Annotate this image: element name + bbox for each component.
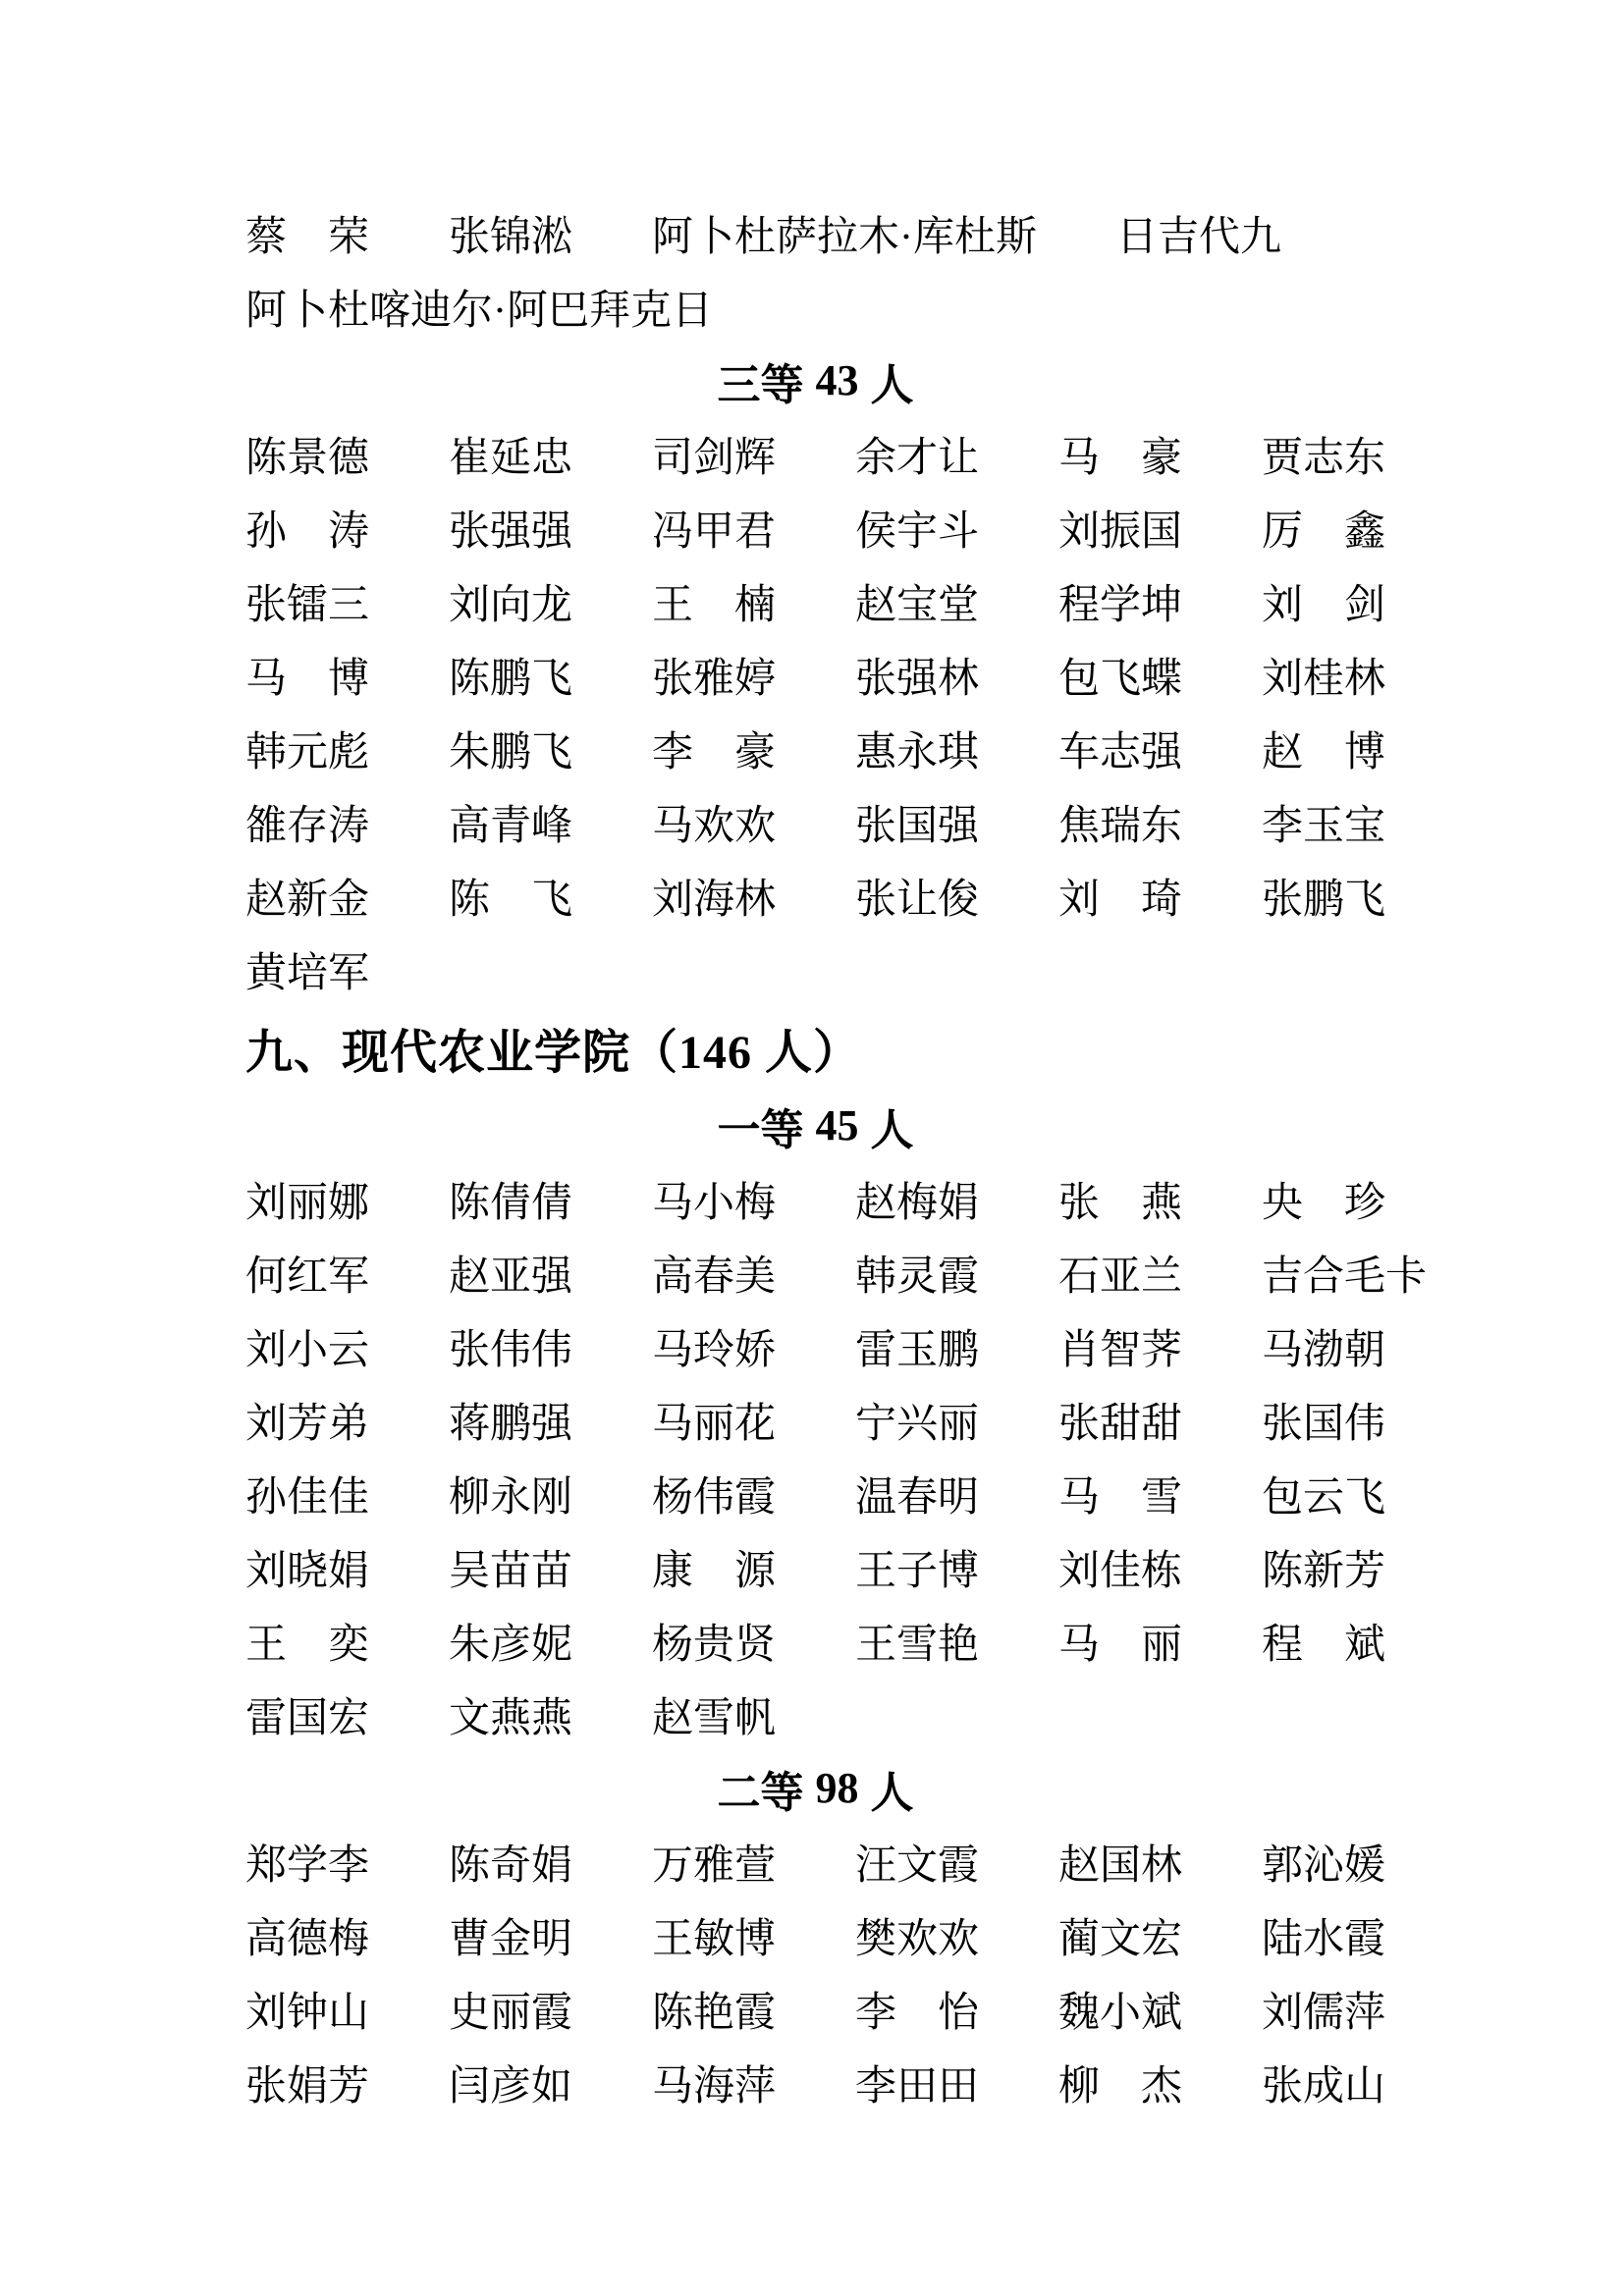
name-cell: 宁兴丽 <box>855 1401 980 1447</box>
name-cell: 杨贵贤 <box>652 1622 777 1668</box>
name-cell <box>652 1538 776 1597</box>
tier-label: 三等 <box>717 360 804 409</box>
name-char: 蔡 <box>245 214 288 260</box>
name-cell <box>245 204 369 263</box>
name-cell: 孙佳佳 <box>245 1474 370 1521</box>
name-row <box>245 859 1385 933</box>
name-row <box>245 933 1385 1006</box>
name-char: 王 <box>245 1622 288 1668</box>
name-cell: 李玉宝 <box>1262 803 1386 849</box>
name-cell: 石亚兰 <box>1058 1254 1183 1300</box>
name-char: 马 <box>1058 1622 1101 1668</box>
name-cell: 陈鹏飞 <box>449 656 573 702</box>
name-cell: 侯宇斗 <box>855 508 980 555</box>
name-cell: 陈奇娟 <box>449 1842 573 1889</box>
name-row <box>245 1309 1385 1383</box>
name-cell <box>1262 720 1385 778</box>
name-cell: 闫彦如 <box>449 2063 573 2109</box>
name-cell: 刘小云 <box>245 1327 370 1373</box>
name-cell: 黄培军 <box>245 950 370 996</box>
tier-unit: 人 <box>870 360 914 409</box>
name-char: 厉 <box>1262 508 1304 555</box>
name-cell: 张鹏飞 <box>1262 877 1386 923</box>
name-char: 程 <box>1262 1622 1304 1668</box>
name-cell: 王雪艳 <box>855 1622 980 1668</box>
name-cell: 张成山 <box>1262 2063 1386 2109</box>
name-cell: 刘儒萍 <box>1262 1990 1386 2036</box>
name-cell: 王子博 <box>855 1548 980 1594</box>
tier-count: 98 <box>815 1764 859 1812</box>
name-char: 飞 <box>530 877 572 923</box>
name-row <box>245 1530 1385 1604</box>
name-cell: 吉合毛卡 <box>1262 1254 1428 1300</box>
name-cell: 马小梅 <box>652 1180 777 1226</box>
name-cell: 崔延忠 <box>449 435 573 481</box>
name-cell: 张让俊 <box>855 877 980 923</box>
name-char: 赵 <box>1262 729 1304 775</box>
name-char: 楠 <box>733 582 776 628</box>
name-cell: 马玲娇 <box>652 1327 777 1373</box>
name-row <box>245 1972 1385 2046</box>
name-row <box>245 1383 1385 1457</box>
name-cell: 陈景德 <box>245 435 370 481</box>
tier-unit: 人 <box>870 1768 914 1817</box>
name-cell: 雷国宏 <box>245 1695 370 1741</box>
name-row <box>245 638 1385 712</box>
name-cell: 高青峰 <box>449 803 573 849</box>
name-cell: 刘振国 <box>1058 508 1183 555</box>
name-cell: 马海萍 <box>652 2063 777 2109</box>
name-cell: 郭沁媛 <box>1262 1842 1386 1889</box>
name-cell: 文燕燕 <box>449 1695 573 1741</box>
name-cell: 张伟伟 <box>449 1327 573 1373</box>
name-cell <box>1262 1170 1385 1229</box>
name-char: 鑫 <box>1343 508 1385 555</box>
name-cell: 史丽霞 <box>449 1990 573 2036</box>
name-cell: 李田田 <box>855 2063 980 2109</box>
name-char: 燕 <box>1140 1180 1182 1226</box>
name-cell: 张强林 <box>855 656 980 702</box>
name-cell: 刘向龙 <box>449 582 573 628</box>
name-row <box>245 1236 1428 1309</box>
name-cell: 杨伟霞 <box>652 1474 777 1521</box>
name-cell: 陈艳霞 <box>652 1990 777 2036</box>
name-cell: 雒存涛 <box>245 803 370 849</box>
name-row <box>245 2046 1385 2119</box>
name-cell: 马欢欢 <box>652 803 777 849</box>
name-cell <box>449 867 572 926</box>
name-char: 雪 <box>1140 1474 1182 1521</box>
name-cell <box>1058 867 1182 926</box>
name-cell: 赵新金 <box>245 877 370 923</box>
name-cell: 曹金明 <box>449 1916 573 1962</box>
name-cell: 陈新芳 <box>1262 1548 1386 1594</box>
name-cell: 吴苗苗 <box>449 1548 573 1594</box>
name-char: 涛 <box>327 508 369 555</box>
name-cell: 郑学李 <box>245 1842 370 1889</box>
name-cell: 张镭三 <box>245 582 370 628</box>
name-char: 陈 <box>449 877 491 923</box>
name-cell: 温春明 <box>855 1474 980 1521</box>
tier-unit: 人 <box>870 1105 914 1154</box>
name-cell: 阿卜杜萨拉木·库杜斯 <box>652 214 1037 260</box>
name-char: 刘 <box>1262 582 1304 628</box>
name-row <box>245 196 1385 270</box>
name-cell: 张国伟 <box>1262 1401 1386 1447</box>
name-cell: 张强强 <box>449 508 573 555</box>
name-cell: 雷玉鹏 <box>855 1327 980 1373</box>
name-cell: 贾志东 <box>1262 435 1386 481</box>
name-char: 珍 <box>1343 1180 1385 1226</box>
name-cell: 韩元彪 <box>245 729 370 775</box>
tier-label: 二等 <box>717 1768 804 1817</box>
tier-heading <box>245 344 1385 417</box>
name-char: 荣 <box>327 214 369 260</box>
name-cell: 刘晓娟 <box>245 1548 370 1594</box>
name-char: 马 <box>1058 435 1101 481</box>
name-cell <box>245 1612 369 1671</box>
name-cell: 刘钟山 <box>245 1990 370 2036</box>
name-cell: 刘海林 <box>652 877 777 923</box>
name-char: 豪 <box>1140 435 1182 481</box>
name-cell: 万雅萱 <box>652 1842 777 1889</box>
name-cell <box>245 646 369 705</box>
name-char: 斌 <box>1343 1622 1385 1668</box>
name-char: 怡 <box>937 1990 979 2036</box>
name-char: 丽 <box>1140 1622 1182 1668</box>
section-heading: 九、现代农业学院（146 人） <box>245 1026 862 1079</box>
name-cell <box>245 499 369 558</box>
name-cell <box>1058 1465 1182 1523</box>
name-cell: 冯甲君 <box>652 508 777 555</box>
tier-heading <box>245 1089 1385 1162</box>
name-cell: 赵梅娟 <box>855 1180 980 1226</box>
name-row <box>245 1162 1385 1236</box>
name-cell: 陈倩倩 <box>449 1180 573 1226</box>
name-char: 孙 <box>245 508 288 555</box>
name-row <box>245 491 1385 564</box>
name-cell: 惠永琪 <box>855 729 980 775</box>
name-cell: 马丽花 <box>652 1401 777 1447</box>
name-cell <box>652 720 776 778</box>
name-cell: 朱鹏飞 <box>449 729 573 775</box>
name-cell <box>1262 499 1385 558</box>
name-cell: 樊欢欢 <box>855 1916 980 1962</box>
name-cell: 肖智荠 <box>1058 1327 1183 1373</box>
name-cell: 张甜甜 <box>1058 1401 1183 1447</box>
name-row <box>245 712 1385 785</box>
name-cell <box>652 572 776 631</box>
name-cell <box>1058 425 1182 484</box>
name-cell: 刘桂林 <box>1262 656 1386 702</box>
name-row <box>245 785 1385 859</box>
name-cell: 韩灵霞 <box>855 1254 980 1300</box>
name-char: 马 <box>245 656 288 702</box>
name-char: 剑 <box>1343 582 1385 628</box>
name-row <box>245 1678 1385 1751</box>
name-cell: 蔺文宏 <box>1058 1916 1183 1962</box>
name-cell: 王敏博 <box>652 1916 777 1962</box>
name-char: 张 <box>1058 1180 1101 1226</box>
tier-count: 43 <box>815 356 859 404</box>
name-cell: 包云飞 <box>1262 1474 1386 1521</box>
name-char: 央 <box>1262 1180 1304 1226</box>
name-row <box>245 417 1385 491</box>
name-char: 柳 <box>1058 2063 1101 2109</box>
name-cell: 赵国林 <box>1058 1842 1183 1889</box>
name-cell: 张国强 <box>855 803 980 849</box>
name-cell <box>1058 1612 1182 1671</box>
name-cell <box>1262 1612 1385 1671</box>
name-cell: 朱彦妮 <box>449 1622 573 1668</box>
name-cell: 司剑辉 <box>652 435 777 481</box>
name-cell: 包飞蝶 <box>1058 656 1183 702</box>
name-char: 博 <box>1343 729 1385 775</box>
name-row <box>245 1898 1385 1972</box>
name-char: 奕 <box>327 1622 369 1668</box>
name-char: 杰 <box>1140 2063 1182 2109</box>
name-cell: 魏小斌 <box>1058 1990 1183 2036</box>
name-cell: 程学坤 <box>1058 582 1183 628</box>
name-cell <box>855 1980 979 2039</box>
name-char: 豪 <box>733 729 776 775</box>
name-char: 刘 <box>1058 877 1101 923</box>
name-char: 李 <box>652 729 694 775</box>
name-cell: 日吉代九 <box>1116 214 1282 260</box>
name-cell <box>1058 2054 1182 2112</box>
name-row <box>245 1825 1385 1898</box>
name-cell: 何红军 <box>245 1254 370 1300</box>
name-cell: 刘芳弟 <box>245 1401 370 1447</box>
name-cell: 车志强 <box>1058 729 1183 775</box>
name-cell: 赵雪帆 <box>652 1695 777 1741</box>
tier-count: 45 <box>815 1101 859 1149</box>
name-cell: 马渤朝 <box>1262 1327 1386 1373</box>
name-char: 康 <box>652 1548 694 1594</box>
document-content <box>245 196 1428 2119</box>
tier-heading <box>245 1751 1385 1825</box>
name-cell <box>1058 1170 1182 1229</box>
name-cell <box>1262 572 1385 631</box>
name-cell: 刘佳栋 <box>1058 1548 1183 1594</box>
name-cell: 刘丽娜 <box>245 1180 370 1226</box>
name-cell: 柳永刚 <box>449 1474 573 1521</box>
name-char: 源 <box>733 1548 776 1594</box>
name-char: 琦 <box>1140 877 1182 923</box>
name-cell: 蒋鹏强 <box>449 1401 573 1447</box>
name-char: 李 <box>855 1990 897 2036</box>
name-char: 王 <box>652 582 694 628</box>
name-row <box>245 564 1385 638</box>
name-cell: 赵宝堂 <box>855 582 980 628</box>
name-cell: 汪文霞 <box>855 1842 980 1889</box>
name-cell: 陆水霞 <box>1262 1916 1386 1962</box>
name-char: 博 <box>327 656 369 702</box>
name-cell: 阿卜杜喀迪尔·阿巴拜克日 <box>245 288 713 334</box>
name-cell: 张雅婷 <box>652 656 777 702</box>
tier-label: 一等 <box>717 1105 804 1154</box>
name-row <box>245 1457 1385 1530</box>
name-char: 马 <box>1058 1474 1101 1521</box>
name-row <box>245 270 1385 344</box>
name-cell: 高春美 <box>652 1254 777 1300</box>
name-cell: 高德梅 <box>245 1916 370 1962</box>
name-row <box>245 1604 1385 1678</box>
name-cell: 赵亚强 <box>449 1254 573 1300</box>
name-cell: 张锦淞 <box>449 214 573 260</box>
name-cell: 张娟芳 <box>245 2063 370 2109</box>
name-cell: 余才让 <box>855 435 980 481</box>
name-cell: 焦瑞东 <box>1058 803 1183 849</box>
